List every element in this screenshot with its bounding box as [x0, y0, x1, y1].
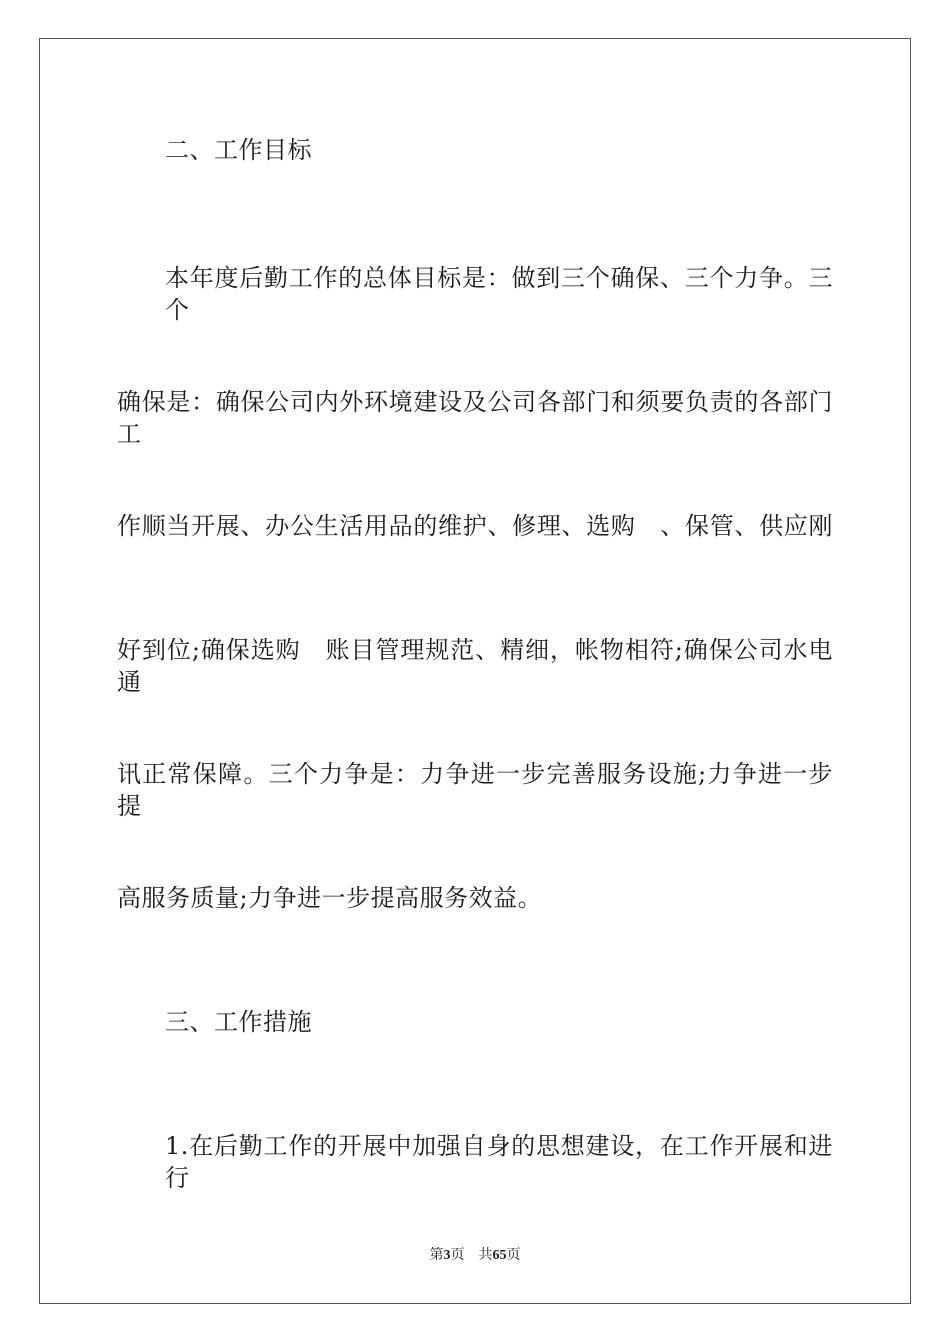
footer-prefix: 第: [429, 1248, 444, 1263]
footer-suffix: 页: [506, 1248, 521, 1263]
footer-mid: 页 共: [450, 1248, 493, 1263]
section-heading-measures: 三、工作措施: [165, 1008, 312, 1036]
paragraph-line: 1.在后勤工作的开展中加强自身的思想建设，在工作开展和进行: [165, 1132, 833, 1192]
paragraph-line: 确保是：确保公司内外环境建设及公司各部门和须要负责的各部门工: [117, 388, 833, 448]
paragraph-line: 讯正常保障。三个力争是：力争进一步完善服务设施;力争进一步提: [117, 760, 833, 820]
paragraph-line: 高服务质量;力争进一步提高服务效益。: [117, 884, 543, 912]
footer-page-total: 65: [492, 1248, 507, 1263]
paragraph-line: 本年度后勤工作的总体目标是：做到三个确保、三个力争。三个: [165, 264, 833, 324]
page-footer: [0, 1246, 950, 1266]
paragraph-line: 好到位;确保选购 账目管理规范、精细，帐物相符;确保公司水电通: [117, 636, 833, 696]
footer-page-current: 3: [443, 1248, 451, 1263]
page-frame: [39, 38, 911, 1304]
section-heading-goals: 二、工作目标: [165, 136, 312, 164]
paragraph-line: 作顺当开展、办公生活用品的维护、修理、选购 、保管、供应刚: [117, 512, 833, 540]
